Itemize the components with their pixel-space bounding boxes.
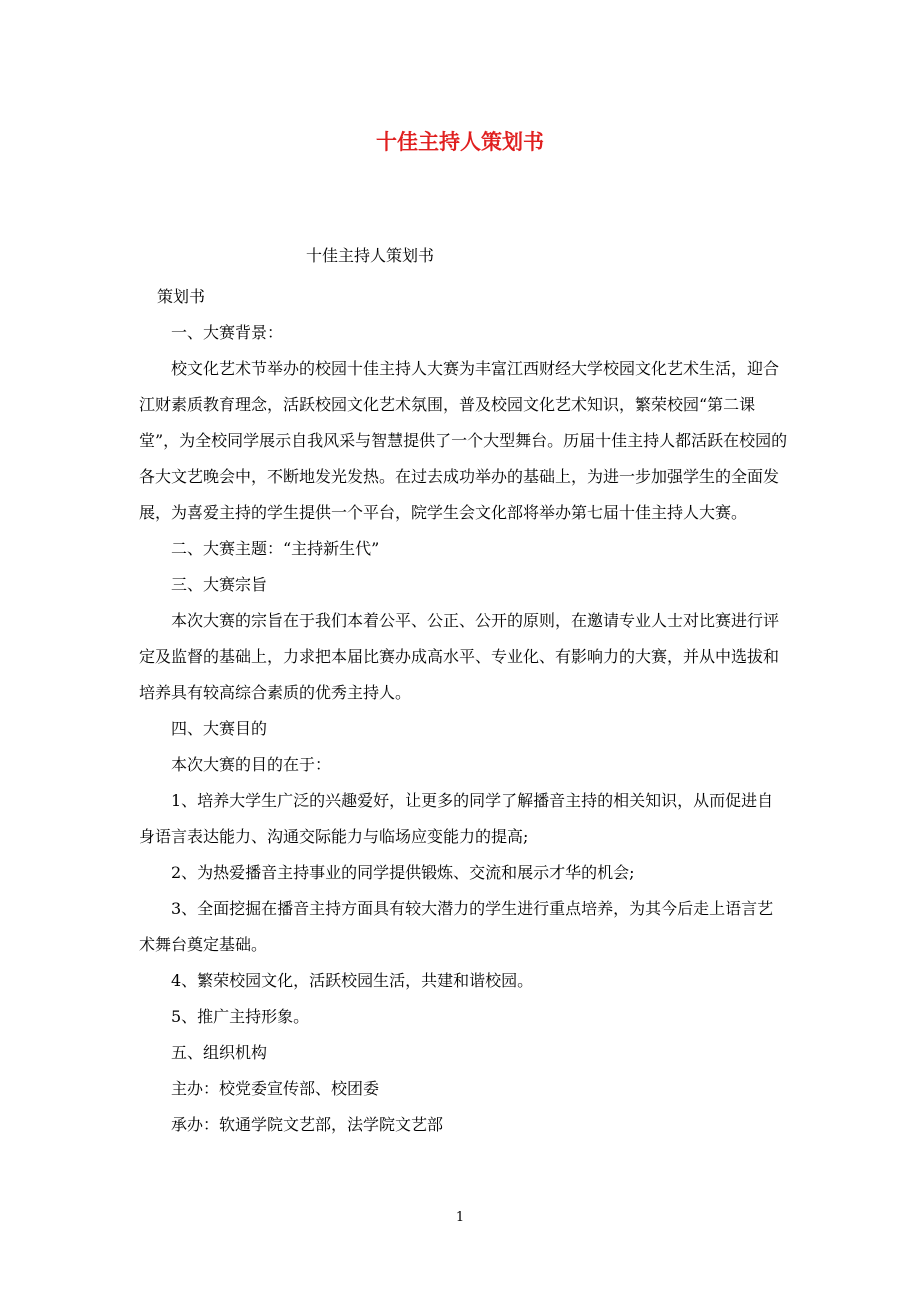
list-item-goal-5: 5、推广主持形象。 [171, 1007, 310, 1026]
section-heading-background: 一、大赛背景： [171, 323, 284, 342]
list-item-goal-1: 1、培养大学生广泛的兴趣爱好，让更多的同学了解播音主持的相关知识，从而促进自身语言表达能力、沟通交际能力与临场应变能力的提高; [139, 791, 774, 846]
list-item-goal-4: 4、繁荣校园文化，活跃校园生活，共建和谐校园。 [171, 971, 534, 990]
document-body [139, 279, 789, 1143]
section-heading-theme: 二、大赛主题：“主持新生代” [171, 539, 380, 558]
paragraph-goals-intro: 本次大赛的目的在于： [171, 755, 332, 774]
list-item-goal-2: 2、为热爱播音主持事业的同学提供锻炼、交流和展示才华的机会; [171, 863, 635, 882]
section-heading-goals: 四、大赛目的 [171, 719, 268, 738]
page-number: 1 [455, 1210, 465, 1225]
paragraph-heading: 策划书 [157, 287, 206, 306]
document-subtitle: 十佳主持人策划书 [306, 246, 435, 265]
paragraph-co-organizer: 承办：软通学院文艺部，法学院文艺部 [171, 1115, 444, 1134]
paragraph-organizer: 主办：校党委宣传部、校团委 [171, 1079, 380, 1098]
section-heading-organization: 五、组织机构 [171, 1043, 268, 1062]
paragraph-background: 校文化艺术节举办的校园十佳主持人大赛为丰富江西财经大学校园文化艺术生活，迎合江财素质教育理念，活跃校园文化艺术氛围，普及校园文化艺术知识，繁荣校园“第二课堂”，为全校同学展示自我风采与智慧提供了一个大型舞台。历届十佳主持人都活跃在校园的各大文艺晚会中，不断地发光发热。在过去成功举办的基础上，为进一步加强学生的全面发展，为喜爱主持的学生提供一个平台，院学生会文化部将举办第七届十佳主持人大赛。 [139, 359, 788, 522]
section-heading-purpose: 三、大赛宗旨 [171, 575, 268, 594]
list-item-goal-3: 3、全面挖掘在播音主持方面具有较大潜力的学生进行重点培养，为其今后走上语言艺术舞台奠定基础。 [139, 899, 774, 954]
paragraph-purpose: 本次大赛的宗旨在于我们本着公平、公正、公开的原则，在邀请专业人士对比赛进行评定及监督的基础上，力求把本届比赛办成高水平、专业化、有影响力的大赛，并从中选拔和培养具有较高综合素质的优秀主持人。 [139, 611, 780, 702]
document-title: 十佳主持人策划书 [376, 129, 544, 154]
